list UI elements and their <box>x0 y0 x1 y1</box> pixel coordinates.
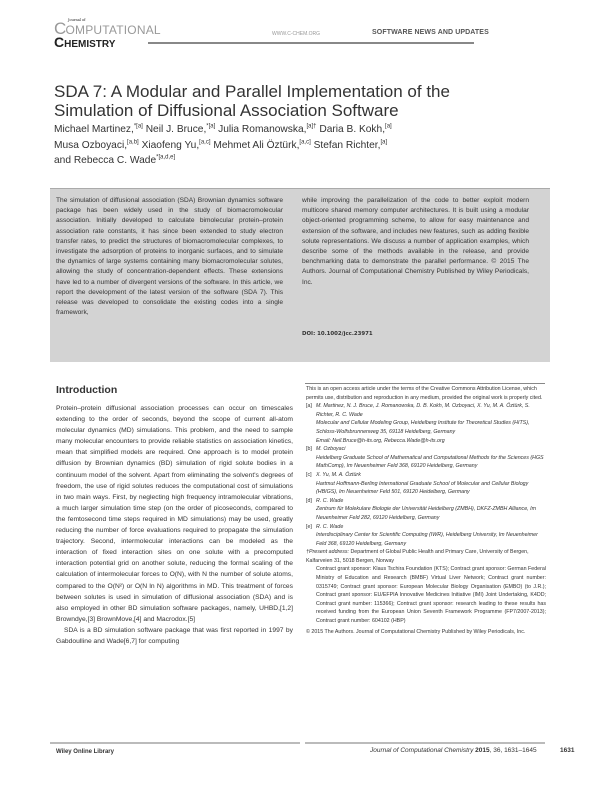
journal-logo <box>54 16 161 50</box>
author: Stefan Richter,[a] <box>313 139 388 151</box>
author: Musa Ozboyaci,[a,b] <box>54 139 139 151</box>
doi[interactable]: DOI: 10.1002/jcc.23971 <box>302 331 373 337</box>
header-rule <box>148 42 474 44</box>
footnotes-column <box>306 385 546 636</box>
footer-rule-left <box>50 742 300 744</box>
author: Michael Martinez,$^{*[a]}$ <box>54 124 143 136</box>
footer-rule-right <box>305 742 545 744</box>
affiliation-c: [c] X. Yu, M. A. Öztürk Hartmut Hoffmann-Berling International Graduate School of Molecular and Cellular Biology (HBIGS), Im Neuenheimer Feld 501, 69120 Heidelberg, Germany <box>306 471 529 496</box>
grant-info: Contract grant sponsor: Klaus Tschira Foundation (KTS); Contract grant sponsor: German Federal Ministry of Education and Research (BMBF) Virtual Liver Network; Contract grant number: 0315749; Contract grant sponsor: European Molecular Biology Organisation (EMBO) (to J.R.); Contract grant sponsor: EU/EFPIA Innovative Medicines Initiative (IMI) Joint Undertaking, K4DD; Contract grant number: 115366); Contract grant sponsor: research leading to these results has received funding from the European Union Seventh Framework Programme (FP7/2007-2013); Contract grant number: 604102 (HBP) <box>316 566 546 625</box>
affiliation-b: [b] M. Ozboyaci Heidelberg Graduate School of Mathematical and Computational Methods for the Sciences (HGS MathComp), Im Neuenheimer Feld 368, 69120 Heidelberg, Germany <box>306 446 544 470</box>
abstract-right-column: while improving the parallelization of the code to better exploit modern multicore shared memory computer architectures. It is built using a modular object-oriented programming scheme, to allow for easy maintenance and extension of the software, and includes new features, such as adding flexible solute representations. We discuss a number of application examples, which describe some of the methods available in the release, and provide benchmarking data to demonstrate the parallel performance. © 2015 The Authors. Journal of Computational Chemistry Published by Wiley Periodicals, Inc. <box>302 197 529 286</box>
author: Xiaofeng Yu,[a,c] <box>141 139 211 151</box>
journal-citation: Journal of Computational Chemistry 2015, 36, 1631–1645 <box>370 747 537 754</box>
copyright-note: © 2015 The Authors. Journal of Computational Chemistry Published by Wiley Periodicals, Inc. <box>306 628 526 635</box>
author: Julia Romanowska,$^{[a]\dagger}$ <box>218 124 317 136</box>
affiliation-e: [e] R. C. Wade Interdisciplinary Center for Scientific Computing (IWR), Heidelberg University, Im Neuenheimer Feld 368, 69120 Heidelberg, Germany <box>306 523 538 547</box>
wiley-online-library-link[interactable]: Wiley Online Library <box>56 749 114 755</box>
journal-url[interactable]: WWW.C-CHEM.ORG <box>272 31 321 37</box>
introduction-heading: Introduction <box>56 384 118 396</box>
affiliation-a: [a] M. Martinez, N. J. Bruce, J. Romanowska, D. B. Kokh, M. Ozboyaci, X. Yu, M. A. Öztürk, S. Richter, R. C. Wade Molecular and Cellular Modeling Group, Heidelberg Institute for Theoretical Studies (HITS), Schloss-Wolfsbrunnenweg 35, 69118 Heidelberg, Germany Email: Neil.Bruce@h-its.org, Rebecca.Wade@h-its.org <box>306 403 530 444</box>
paragraph: SDA is a BD simulation software package that was first reported in 1997 by Gabdoulline and Wade[6,7] for computing <box>56 626 293 645</box>
email-links[interactable]: Email: Neil.Bruce@h-its.org, Rebecca.Wade@h-its.org <box>316 437 445 444</box>
license-note: This is an open access article under the terms of the Creative Commons Attribution License, which permits use, distribution and reproduction in any medium, provided the original work is properly cited. <box>306 386 543 401</box>
present-address: †Present address: Department of Global Public Health and Primary Care, University of Bergen, Kalfarveien 31, 5018 Bergen, Norway <box>306 549 529 564</box>
logo-computational: COMPUTATIONAL <box>54 19 161 38</box>
author: and Rebecca C. Wade$^{*[a,d,e]}$ <box>54 154 176 167</box>
abstract-left-column: The simulation of diffusional association (SDA) Brownian dynamics software package has been widely used in the study of biomacromolecular association. Initially developed to calculate bimolecular protein–protein association rate constants, it has since been extended to study electron transfer rates, to predict the structures of biomacromolecular complexes, to investigate the adsorption of proteins to inorganic surfaces, and to simulate the dynamics of large systems containing many biomacromolecular solutes, allowing the study of concentration-dependent effects. These extensions have led to a number of divergent versions of the software. In this article, we report the development of the latest version of the software (SDA 7). This release was developed to consolidate the existing codes into a single framework, <box>56 197 283 317</box>
page-number: 1631 <box>560 747 575 754</box>
author: Mehmet Ali Öztürk,[a,c] <box>213 139 311 151</box>
abstract-box <box>50 188 550 362</box>
author: Neil J. Bruce,$^{*[a]}$ <box>145 124 216 136</box>
logo-chemistry: CHEMISTRY <box>54 34 116 50</box>
introduction-body <box>56 403 293 647</box>
article-title: SDA 7: A Modular and Parallel Implementation of the Simulation of Diffusional Association Software <box>54 82 450 120</box>
logo-journal-of: Journal of <box>68 18 86 22</box>
footnote-rule <box>305 383 545 384</box>
paragraph: Protein–protein diffusional association processes can occur on timescales extending to the order of seconds, beyond the scope of current all-atom molecular dynamics (MD) simulations. This problem, and the need to sample many molecular encounters to provide reliable statistics on association kinetics, mean that simplified models are required. One approach is to model protein diffusion by Brownian dynamics (BD) simulation of rigid solute bodies in a continuum model of the solvent. Apart from eliminating the solvent's degrees of freedom, the use of rigid solutes reduces the computational cost of simulations in two main ways. First, by neglecting high frequency intramolecular vibrations, a much larger simulation time step (on the order of picoseconds, compared to the femtosecond time steps required in MD simulations) may be used, greatly reducing the number of force evaluations required to propagate the simulation trajectory. Second, intermolecular interactions can be modeled as the interaction of fixed interaction sites on one solute with a precomputed interaction potential grid on another solute, reducing the formal scaling of the calculation of intermolecular forces to O(N), with N the number of solute atoms, compared to the O(N²) or O(N ln N) algorithms in MD. This treatment of forces between solutes is used in simulation of diffusional association (SDA) and is also employed in other BD simulation software packages, namely, UHBD,[1,2] Browndye,[3] BrownMove,[4] and Macrodox.[5] <box>56 405 293 623</box>
author-list <box>54 121 534 167</box>
section-label: SOFTWARE NEWS AND UPDATES <box>372 29 489 36</box>
affiliation-d: [d] R. C. Wade Zentrum für Molekulare Biologie der Universität Heidelberg (ZMBH), DKFZ-ZMBH Alliance, Im Neuenheimer Feld 282, 69120 Heidelberg, Germany <box>306 497 536 521</box>
author: Daria B. Kokh,[a] <box>319 124 392 136</box>
